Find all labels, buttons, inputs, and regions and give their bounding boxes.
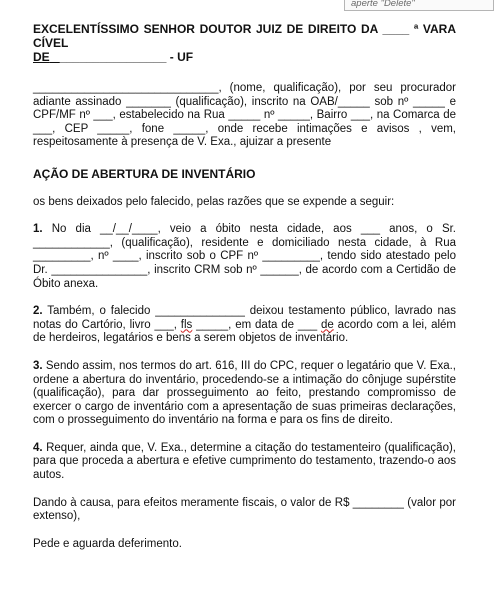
header-de: DE [33, 50, 50, 64]
item-4-text: Requer, ainda que, V. Exa., determine a citação do testamenteiro (qualificação), para que proceda a abertura e efetive cumprimento do testamento, trazendo-o aos autos. [33, 441, 456, 482]
item-2-text-a: Também, o falecido ______________ deixou testamento público, lavrado nas notas do Cartório, livro ___, [33, 305, 456, 331]
document-body[interactable] [33, 22, 456, 551]
item-1-paragraph [33, 223, 456, 291]
closing-paragraph: Pede e aguarda deferimento. [33, 537, 182, 550]
lead-paragraph: os bens deixados pelo falecido, pelas razões que se expende a seguir: [33, 195, 395, 208]
valor-paragraph: Dando à causa, para efeitos meramente fiscais, o valor de R$ ________ (valor por extenso), [33, 496, 456, 523]
item-3-text: Sendo assim, nos termos do art. 616, III do CPC, requer o legatário que V. Exa., ordene a abertura do inventário, procedendo-se a intimação do cônjuge supérstite (qualificação), para dar prosseguimento ao feito, prestando compromisso de exercer o cargo de inventário com a apresentação de suas primeiras declarações, com o prosseguimento do inventário na forma e para os fins de direito. [33, 359, 456, 427]
item-2-fls: fls [180, 318, 193, 331]
petition-header [33, 22, 456, 64]
item-2-number: 2. [33, 305, 43, 318]
intro-paragraph: _____________________________, (nome, qualificação), por seu procurador adiante assinado _______ (qualificação), inscrito na OAB/_____ sob nº _____ e CPF/MF nº ___, estabelecido na Rua _____ nº _____, Bairro ___, na Comarca de ___, CEP _____, fone _____, onde recebe intimações e avisos , vem, respeitosamente à presença de V. Exa., ajuizar a presente [33, 82, 456, 149]
item-2-de: de [320, 318, 334, 331]
action-title: AÇÃO DE ABERTURA DE INVENTÁRIO [33, 166, 256, 181]
header-line-2-rest: ________________ - UF [59, 50, 194, 64]
header-line-1: EXCELENTÍSSIMO SENHOR DOUTOR JUIZ DE DIREITO DA ____ ª VARA CÍVEL [33, 22, 456, 50]
item-2-paragraph [33, 305, 456, 346]
item-4-paragraph [33, 442, 456, 483]
item-3-paragraph [33, 360, 456, 428]
delete-hint-text: aperte "Delete" [351, 0, 415, 9]
header-blank: _ [49, 50, 60, 64]
delete-hint-tooltip [344, 0, 494, 11]
item-3-number: 3. [33, 359, 43, 372]
item-4-number: 4. [33, 441, 43, 454]
item-2-text-b: _____, em data de ___ [192, 318, 321, 331]
item-2-text-c: acordo com a lei, além de herdeiros, legatários e bens a serem objetos de inventário. [33, 318, 456, 345]
item-1-text: No dia __/__/____, veio a óbito nesta cidade, aos ___ anos, o Sr. ____________, (qualificação), residente e domiciliado nesta cidade, à Rua _________, nº ____, inscrito sob o CPF nº _________, tendo sido atestado pelo Dr. _______________, inscrito CRM sob nº ______, de acordo com a Certidão de Óbito anexa. [33, 223, 456, 290]
item-1-number: 1. [33, 223, 43, 236]
